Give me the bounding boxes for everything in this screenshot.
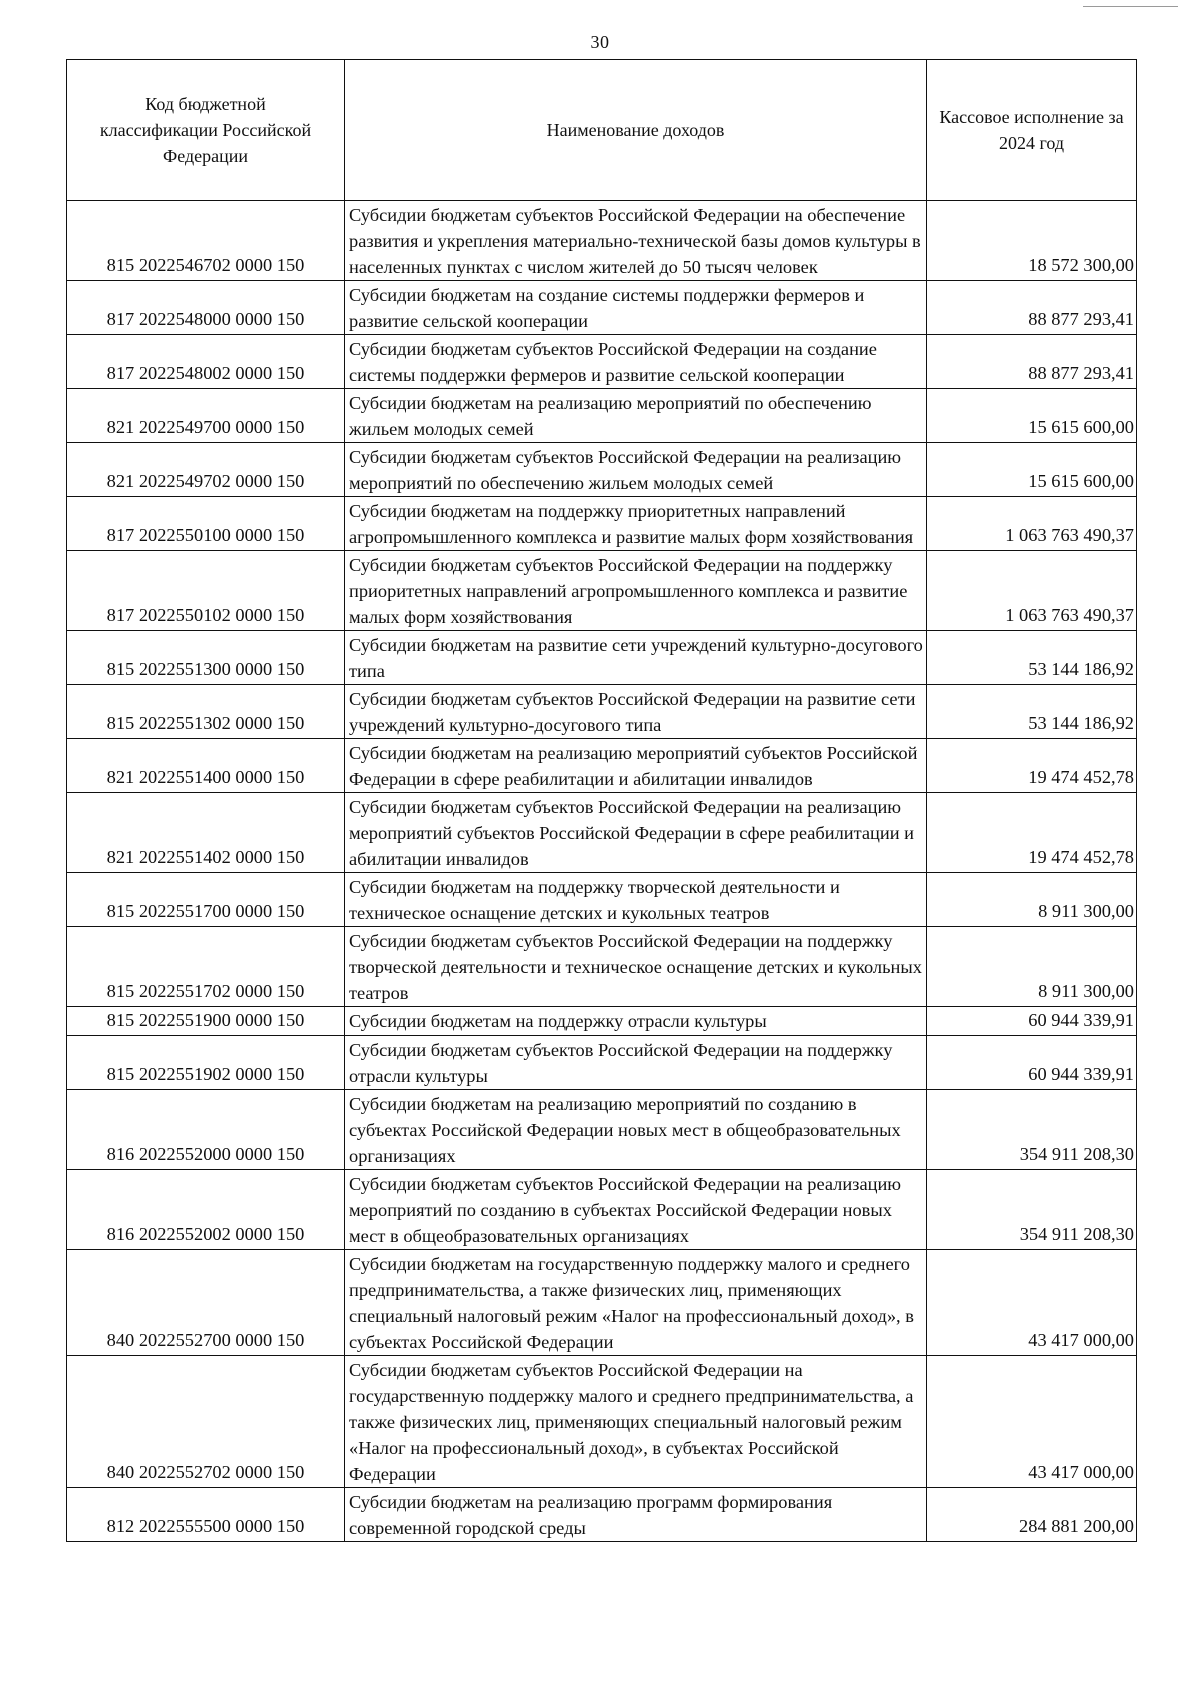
table-row: [67, 335, 1137, 389]
table-row: [67, 281, 1137, 335]
name-cell: Субсидии бюджетам субъектов Российской Федерации на государственную поддержку малого и среднего предпринимательства, а также физических лиц, применяющих специальный налоговый режим «Налог на профессиональный доход», в субъектах Российской Федерации: [345, 1356, 927, 1488]
table-row: [67, 793, 1137, 873]
header-code: Код бюджетной классификации Российской Федерации: [67, 60, 345, 201]
code-cell: 816 2022552002 0000 150: [67, 1170, 345, 1250]
code-cell: 817 2022548000 0000 150: [67, 281, 345, 335]
amount-cell: 60 944 339,91: [927, 1036, 1137, 1090]
name-cell: Субсидии бюджетам на реализацию мероприятий по созданию в субъектах Российской Федерации новых мест в общеобразовательных организациях: [345, 1090, 927, 1170]
amount-cell: 88 877 293,41: [927, 335, 1137, 389]
name-cell: Субсидии бюджетам на реализацию мероприятий по обеспечению жильем молодых семей: [345, 389, 927, 443]
amount-cell: 8 911 300,00: [927, 927, 1137, 1007]
amount-cell: 43 417 000,00: [927, 1356, 1137, 1488]
name-cell: Субсидии бюджетам субъектов Российской Федерации на реализацию мероприятий субъектов Российской Федерации в сфере реабилитации и абилитации инвалидов: [345, 793, 927, 873]
amount-cell: 8 911 300,00: [927, 873, 1137, 927]
code-cell: 817 2022548002 0000 150: [67, 335, 345, 389]
table-row: [67, 1090, 1137, 1170]
table-row: [67, 631, 1137, 685]
code-cell: 840 2022552702 0000 150: [67, 1356, 345, 1488]
name-cell: Субсидии бюджетам на поддержку творческой деятельности и техническое оснащение детских и кукольных театров: [345, 873, 927, 927]
table-row: [67, 389, 1137, 443]
code-cell: 817 2022550102 0000 150: [67, 551, 345, 631]
code-cell: 815 2022551300 0000 150: [67, 631, 345, 685]
name-cell: Субсидии бюджетам на реализацию мероприятий субъектов Российской Федерации в сфере реабилитации и абилитации инвалидов: [345, 739, 927, 793]
amount-cell: 1 063 763 490,37: [927, 497, 1137, 551]
table-row: [67, 685, 1137, 739]
name-cell: Субсидии бюджетам на поддержку отрасли культуры: [345, 1007, 927, 1036]
table-row: [67, 497, 1137, 551]
amount-cell: 1 063 763 490,37: [927, 551, 1137, 631]
code-cell: 815 2022551700 0000 150: [67, 873, 345, 927]
code-cell: 815 2022551902 0000 150: [67, 1036, 345, 1090]
amount-cell: 354 911 208,30: [927, 1090, 1137, 1170]
name-cell: Субсидии бюджетам на реализацию программ формирования современной городской среды: [345, 1488, 927, 1542]
code-cell: 816 2022552000 0000 150: [67, 1090, 345, 1170]
amount-cell: 354 911 208,30: [927, 1170, 1137, 1250]
table-row: [67, 1488, 1137, 1542]
name-cell: Субсидии бюджетам субъектов Российской Федерации на создание системы поддержки фермеров и развитие сельской кооперации: [345, 335, 927, 389]
code-cell: 815 2022551702 0000 150: [67, 927, 345, 1007]
name-cell: Субсидии бюджетам на развитие сети учреждений культурно-досугового типа: [345, 631, 927, 685]
amount-cell: 43 417 000,00: [927, 1250, 1137, 1356]
table-row: [67, 1250, 1137, 1356]
name-cell: Субсидии бюджетам субъектов Российской Федерации на реализацию мероприятий по обеспечению жильем молодых семей: [345, 443, 927, 497]
name-cell: Субсидии бюджетам субъектов Российской Федерации на поддержку творческой деятельности и техническое оснащение детских и кукольных театров: [345, 927, 927, 1007]
code-cell: 821 2022549700 0000 150: [67, 389, 345, 443]
name-cell: Субсидии бюджетам субъектов Российской Федерации на развитие сети учреждений культурно-досугового типа: [345, 685, 927, 739]
amount-cell: 15 615 600,00: [927, 443, 1137, 497]
table-body: [67, 201, 1137, 1542]
code-cell: 821 2022549702 0000 150: [67, 443, 345, 497]
amount-cell: 53 144 186,92: [927, 631, 1137, 685]
table-row: [67, 201, 1137, 281]
amount-cell: 19 474 452,78: [927, 793, 1137, 873]
code-cell: 840 2022552700 0000 150: [67, 1250, 345, 1356]
table-row: [67, 1007, 1137, 1036]
table-row: [67, 443, 1137, 497]
code-cell: 821 2022551400 0000 150: [67, 739, 345, 793]
code-cell: 815 2022546702 0000 150: [67, 201, 345, 281]
name-cell: Субсидии бюджетам на поддержку приоритетных направлений агропромышленного комплекса и развитие малых форм хозяйствования: [345, 497, 927, 551]
name-cell: Субсидии бюджетам на создание системы поддержки фермеров и развитие сельской кооперации: [345, 281, 927, 335]
page-number: 30: [590, 32, 610, 52]
code-cell: 821 2022551402 0000 150: [67, 793, 345, 873]
amount-cell: 284 881 200,00: [927, 1488, 1137, 1542]
scan-edge-line: [1083, 6, 1178, 7]
header-row: [67, 60, 1137, 201]
amount-cell: 60 944 339,91: [927, 1007, 1137, 1036]
code-cell: 815 2022551302 0000 150: [67, 685, 345, 739]
table-row: [67, 927, 1137, 1007]
amount-cell: 15 615 600,00: [927, 389, 1137, 443]
table-row: [67, 739, 1137, 793]
table-row: [67, 1170, 1137, 1250]
revenue-table: [66, 59, 1137, 1542]
table-row: [67, 551, 1137, 631]
name-cell: Субсидии бюджетам субъектов Российской Федерации на поддержку отрасли культуры: [345, 1036, 927, 1090]
code-cell: 817 2022550100 0000 150: [67, 497, 345, 551]
amount-cell: 19 474 452,78: [927, 739, 1137, 793]
table-row: [67, 1036, 1137, 1090]
header-amount: Кассовое исполнение за 2024 год: [927, 60, 1137, 201]
amount-cell: 18 572 300,00: [927, 201, 1137, 281]
table-header: [67, 60, 1137, 201]
code-cell: 815 2022551900 0000 150: [67, 1007, 345, 1036]
name-cell: Субсидии бюджетам субъектов Российской Федерации на обеспечение развития и укрепления материально-технической базы домов культуры в населенных пунктах с числом жителей до 50 тысяч человек: [345, 201, 927, 281]
code-cell: 812 2022555500 0000 150: [67, 1488, 345, 1542]
header-name: Наименование доходов: [345, 60, 927, 201]
table-row: [67, 1356, 1137, 1488]
table-row: [67, 873, 1137, 927]
revenue-table-container: [66, 59, 1136, 1542]
name-cell: Субсидии бюджетам субъектов Российской Федерации на поддержку приоритетных направлений агропромышленного комплекса и развитие малых форм хозяйствования: [345, 551, 927, 631]
name-cell: Субсидии бюджетам на государственную поддержку малого и среднего предпринимательства, а также физических лиц, применяющих специальный налоговый режим «Налог на профессиональный доход», в субъектах Российской Федерации: [345, 1250, 927, 1356]
amount-cell: 53 144 186,92: [927, 685, 1137, 739]
name-cell: Субсидии бюджетам субъектов Российской Федерации на реализацию мероприятий по созданию в субъектах Российской Федерации новых мест в общеобразовательных организациях: [345, 1170, 927, 1250]
amount-cell: 88 877 293,41: [927, 281, 1137, 335]
